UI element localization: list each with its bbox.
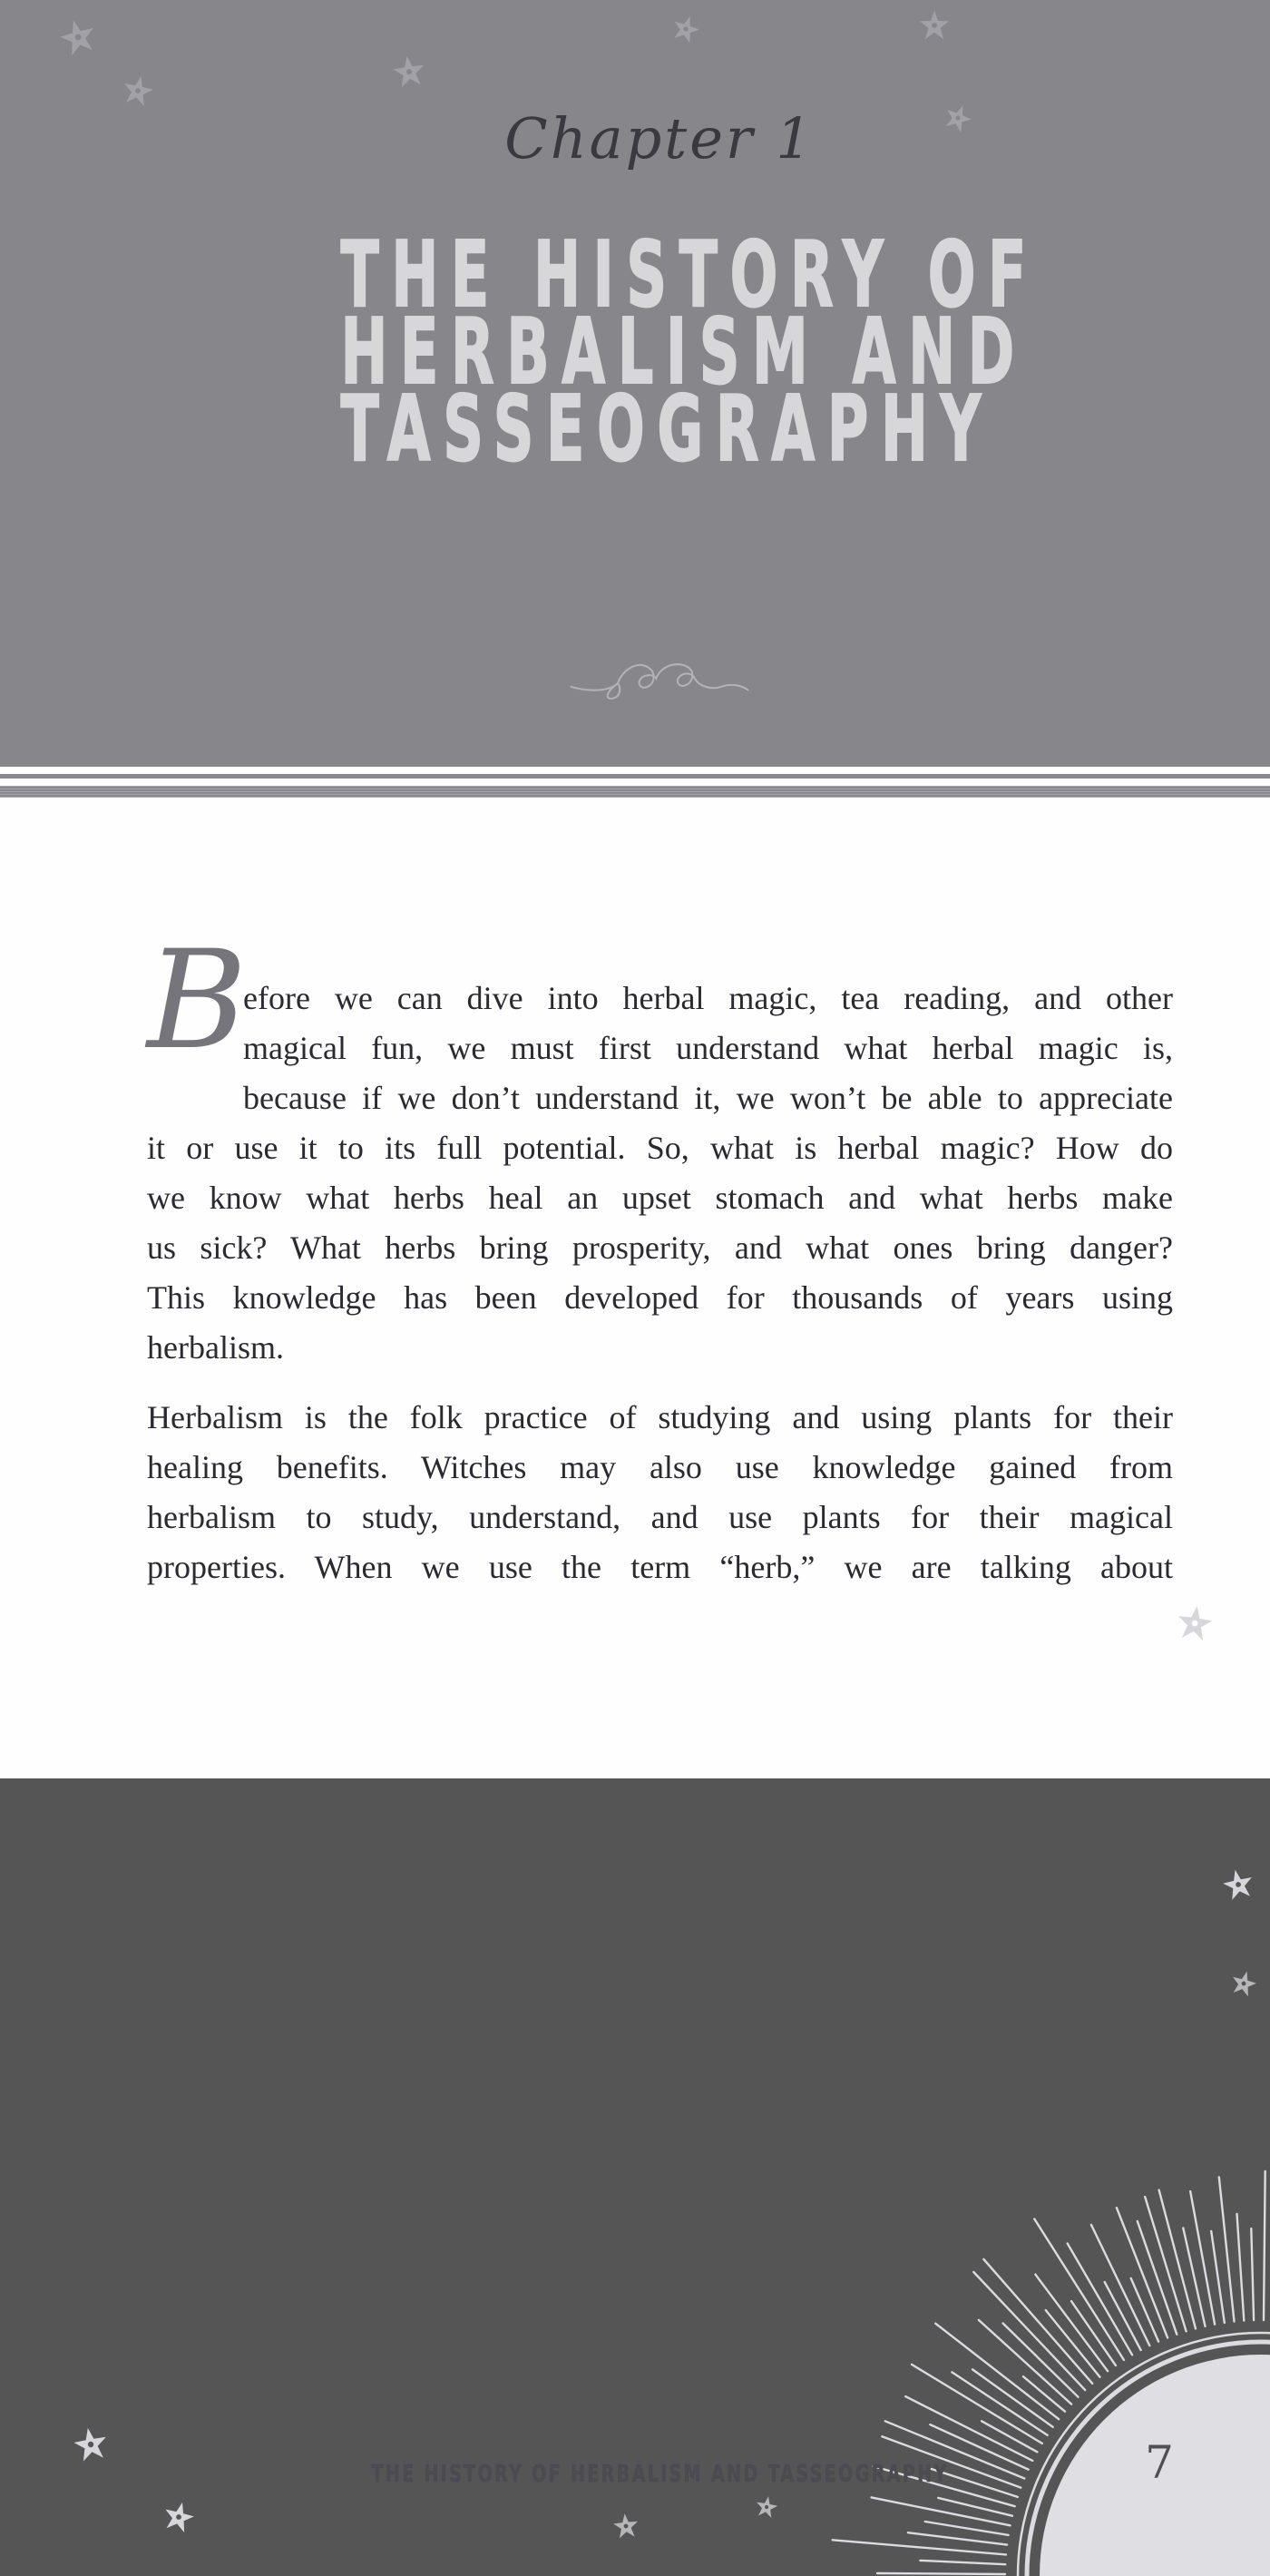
text-line: magical fun, we must first understand what herbal magic is, (243, 1030, 1173, 1066)
article-text (147, 922, 1173, 1592)
chapter-title (145, 221, 1174, 482)
dropcap: B (147, 922, 248, 1080)
star-icon (159, 2497, 199, 2537)
star-icon (54, 14, 101, 60)
paragraph (147, 922, 1173, 1373)
page-body (0, 798, 1270, 2489)
chapter-title-line: THE HISTORY OF (340, 221, 1040, 328)
text-line: we know what herbs heal an upset stomach and what herbs make (147, 1180, 1173, 1216)
flourish-icon (563, 653, 756, 695)
text-line: herbalism. (147, 1329, 284, 1366)
star-icon (119, 72, 158, 111)
text-line: because if we don’t understand it, we won’t be able to appreciate (243, 1080, 1173, 1116)
text-line: healing benefits. Witches may also use knowledge gained from (147, 1449, 1173, 1485)
star-icon (753, 2493, 780, 2521)
sunburst-icon (771, 2113, 1270, 2576)
text-line: it or use it to its full potential. So, what is herbal magic? How do (147, 1130, 1173, 1166)
text-line: herbalism to study, understand, and use plants for their magical (147, 1499, 1173, 1535)
chapter-header (0, 0, 1270, 767)
star-icon (1173, 1601, 1216, 1644)
running-head: THE HISTORY OF HERBALISM AND TASSEOGRAPHY (371, 2461, 949, 2488)
text-line: properties. When we use the term “herb,” we are talking about (147, 1549, 1173, 1585)
star-icon (1227, 1967, 1261, 2001)
star-icon (918, 9, 951, 42)
divider-gap (0, 779, 1270, 786)
text-line: efore we can dive into herbal magic, tea reading, and other (243, 980, 1173, 1016)
star-icon (1219, 1866, 1258, 1905)
star-icon (611, 2512, 641, 2542)
chapter-title-line: HERBALISM AND (340, 299, 1027, 405)
text-line: us sick? What herbs bring prosperity, and what ones bring danger? (147, 1229, 1173, 1266)
paragraph (147, 1393, 1173, 1592)
text-line: Herbalism is the folk practice of studying and using plants for their (147, 1399, 1173, 1435)
section-divider (0, 767, 1270, 798)
chapter-label: Chapter 1 (504, 105, 815, 171)
chapter-title-line: TASSEOGRAPHY (340, 376, 994, 482)
star-icon (390, 53, 429, 92)
star-icon (70, 2424, 112, 2465)
page-number: 7 (1145, 2436, 1174, 2489)
text-line: This knowledge has been developed for thousands of years using (147, 1279, 1173, 1316)
divider-gap (0, 767, 1270, 774)
divider-thick-rule (0, 786, 1270, 798)
